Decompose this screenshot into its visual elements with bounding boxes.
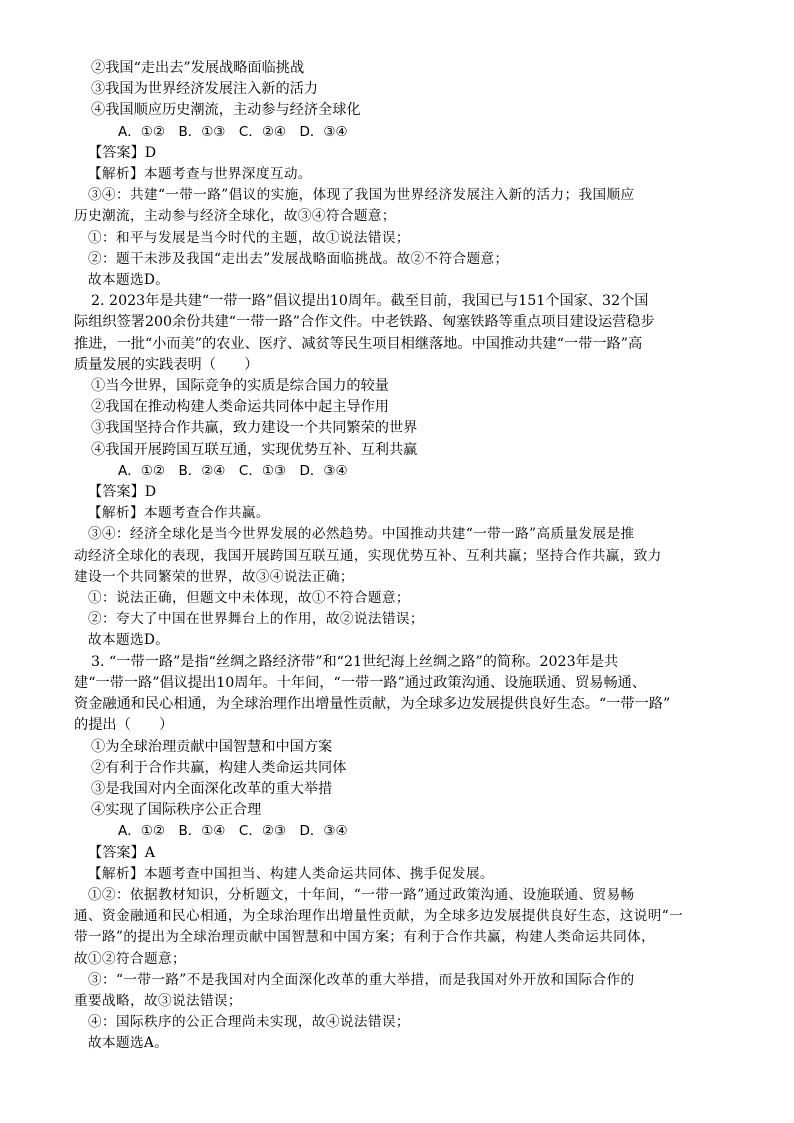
q3-item: ③是我国对内全面深化改革的重大举措 (91, 780, 333, 797)
q2-analysis-line: ③④：经济全球化是当今世界发展的必然趋势。中国推动共建“一带一路”高质量发展是推 (88, 526, 635, 543)
q3-item: ②有利于合作共赢，构建人类命运共同体 (91, 759, 347, 776)
q1-answer: 【答案】D (88, 144, 157, 161)
q1-analysis-line: ②：题干未涉及我国“走出去”发展战略面临挑战。故②不符合题意； (88, 250, 509, 267)
q3-item: ①为全球治理贡献中国智慧和中国方案 (91, 738, 333, 755)
q2-stem-line: 际组织签署200余份共建“一带一路”合作文件。中老铁路、匈塞铁路等重点项目建设运营稳步 (74, 314, 655, 331)
q2-item: ②我国在推动构建人类命运共同体中起主导作用 (91, 399, 389, 416)
q1-item-3: ③我国为世界经济发展注入新的活力 (91, 81, 319, 98)
page-content (74, 58, 708, 1055)
q2-item: ④我国开展跨国互联互通，实现优势互补、互利共赢 (91, 441, 418, 458)
q2-options: A．①② B．②④ C．①③ D．③④ (118, 462, 348, 479)
q3-answer: 【答案】A (88, 844, 155, 861)
q3-analysis-line: ③：“一带一路”不是我国对内全面深化改革的重大举措，而是我国对外开放和国际合作的 (88, 971, 635, 988)
q1-item-4: ④我国顺应历史潮流，主动参与经济全球化 (91, 102, 361, 119)
q2-item: ①当今世界，国际竞争的实质是综合国力的较量 (91, 378, 389, 395)
q3-stem-line: 3. “一带一路”是指“丝绸之路经济带”和“21世纪海上丝绸之路”的简称。2023年是共 (91, 653, 619, 670)
q3-analysis-line: 故①②符合题意； (74, 950, 186, 967)
q2-stem-line: 推进，一批“小而美”的农业、医疗、减贫等民生项目相继落地。中国推动共建“一带一路”高 (74, 335, 643, 352)
q3-stem-line: 建“一带一路”倡议提出10周年。十年间，“一带一路”通过政策沟通、设施联通、贸易畅通、 (74, 674, 647, 691)
q1-analysis-line: ③④：共建“一带一路”倡议的实施，体现了我国为世界经济发展注入新的活力；我国顺应 (88, 187, 635, 204)
q1-analysis-title: 【解析】本题考查与世界深度互动。 (88, 166, 312, 183)
q2-answer: 【答案】D (88, 484, 157, 501)
q3-stem-line: 资金融通和民心相通，为全球治理作出增量性贡献，为全球多边发展提供良好生态。“一带一路” (74, 696, 671, 713)
q1-item-2: ②我国“走出去”发展战略面临挑战 (91, 60, 305, 76)
q3-analysis-line: 重要战略，故③说法错误； (74, 992, 242, 1009)
q2-item: ③我国坚持合作共赢，致力建设一个共同繁荣的世界 (91, 420, 418, 437)
q2-stem-line: 质量发展的实践表明（ ） (74, 356, 259, 373)
q1-analysis-line: ①：和平与发展是当今时代的主题，故①说法错误； (88, 229, 410, 246)
q2-analysis-title: 【解析】本题考查合作共赢。 (88, 505, 270, 522)
q3-analysis-line: 通、资金融通和民心相通，为全球治理作出增量性贡献，为全球多边发展提供良好生态，这说明“一 (74, 908, 684, 925)
q1-options: A．①② B．①③ C．②④ D．③④ (118, 123, 348, 140)
q3-analysis-line: 故本题选A。 (88, 1035, 169, 1052)
q3-options: A．①② B．①④ C．②③ D．③④ (118, 823, 348, 840)
q3-analysis-line: ④：国际秩序的公正合理尚未实现，故④说法错误； (88, 1014, 410, 1031)
q2-analysis-line: 建设一个共同繁荣的世界，故③④说法正确； (74, 568, 354, 585)
q2-analysis-line: ①：说法正确，但题文中未体现，故①不符合题意； (88, 590, 410, 607)
q3-analysis-line: ①②：依据教材知识，分析题文，十年间，“一带一路”通过政策沟通、设施联通、贸易畅 (88, 886, 635, 903)
q3-item: ④实现了国际秩序公正合理 (91, 802, 262, 819)
q2-analysis-line: ②：夸大了中国在世界舞台上的作用，故②说法错误； (88, 611, 424, 628)
q3-analysis-title: 【解析】本题考查中国担当、构建人类命运共同体、携手促发展。 (88, 865, 494, 882)
q2-analysis-line: 故本题选D。 (88, 632, 170, 649)
q1-analysis-line: 历史潮流，主动参与经济全球化，故③④符合题意； (74, 208, 396, 225)
q2-analysis-line: 动经济全球化的表现，我国开展跨国互联互通，实现优势互补、互利共赢；坚持合作共赢，致力 (74, 547, 662, 564)
q1-analysis-line: 故本题选D。 (88, 272, 170, 289)
q2-stem-line: 2. 2023年是共建“一带一路”倡议提出10周年。截至目前，我国已与151个国家、32个国 (91, 293, 649, 310)
q3-stem-line: 的提出（ ） (74, 717, 174, 734)
q3-analysis-line: 带一路”的提出为全球治理贡献中国智慧和中国方案；有利于合作共赢，构建人类命运共同体， (74, 929, 656, 946)
